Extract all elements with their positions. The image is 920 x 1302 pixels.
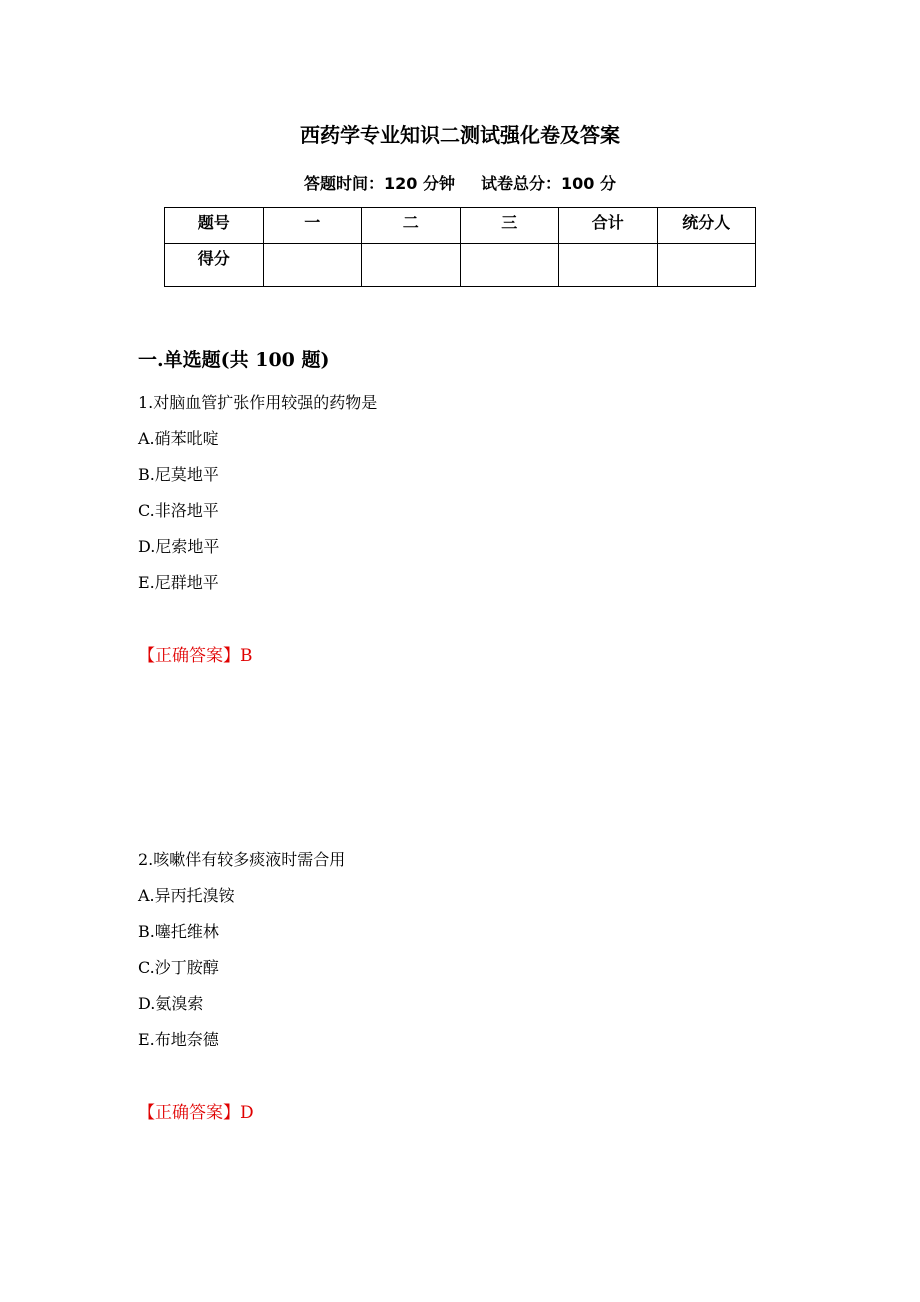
option-b: B.尼莫地平 xyxy=(138,465,219,484)
score-table xyxy=(164,207,756,287)
option-d: D.尼索地平 xyxy=(138,537,220,556)
score-table-header-cell: 一 xyxy=(263,208,362,244)
option-e: E.布地奈德 xyxy=(138,1030,219,1049)
option-a: A.异丙托溴铵 xyxy=(138,886,235,905)
exam-time: 答题时间：120 分钟 xyxy=(304,174,455,193)
score-cell xyxy=(362,244,461,287)
answer-2 xyxy=(138,1099,254,1127)
option-e: E.尼群地平 xyxy=(138,573,219,592)
option-a: A.硝苯吡啶 xyxy=(138,429,219,448)
score-cell xyxy=(657,244,756,287)
question-stem: 1.对脑血管扩张作用较强的药物是 xyxy=(138,393,378,412)
score-cell xyxy=(263,244,362,287)
option-d: D.氨溴索 xyxy=(138,994,204,1013)
answer-label: 【正确答案】 xyxy=(138,646,240,666)
score-row-label: 得分 xyxy=(165,244,264,287)
question-1 xyxy=(138,385,778,601)
section-title: 一.单选题(共 100 题) xyxy=(138,349,330,371)
question-2 xyxy=(138,842,778,1058)
answer-1 xyxy=(138,642,253,670)
question-stem: 2.咳嗽伴有较多痰液时需合用 xyxy=(138,850,346,869)
score-table-score-row xyxy=(165,244,756,287)
score-table-header-cell: 合计 xyxy=(559,208,658,244)
score-table-header-cell: 统分人 xyxy=(657,208,756,244)
score-table-header-cell: 三 xyxy=(460,208,559,244)
page-title: 西药学专业知识二测试强化卷及答案 xyxy=(300,123,620,147)
option-b: B.噻托维林 xyxy=(138,922,219,941)
total-score: 试卷总分：100 分 xyxy=(481,174,616,193)
score-table-header-cell: 题号 xyxy=(165,208,264,244)
score-table-header-cell: 二 xyxy=(362,208,461,244)
option-c: C.沙丁胺醇 xyxy=(138,958,219,977)
answer-value: D xyxy=(240,1103,254,1123)
answer-label: 【正确答案】 xyxy=(138,1103,240,1123)
exam-info xyxy=(0,171,920,197)
answer-value: B xyxy=(240,646,253,666)
score-table-header-row xyxy=(165,208,756,244)
option-c: C.非洛地平 xyxy=(138,501,219,520)
score-cell xyxy=(559,244,658,287)
score-cell xyxy=(460,244,559,287)
